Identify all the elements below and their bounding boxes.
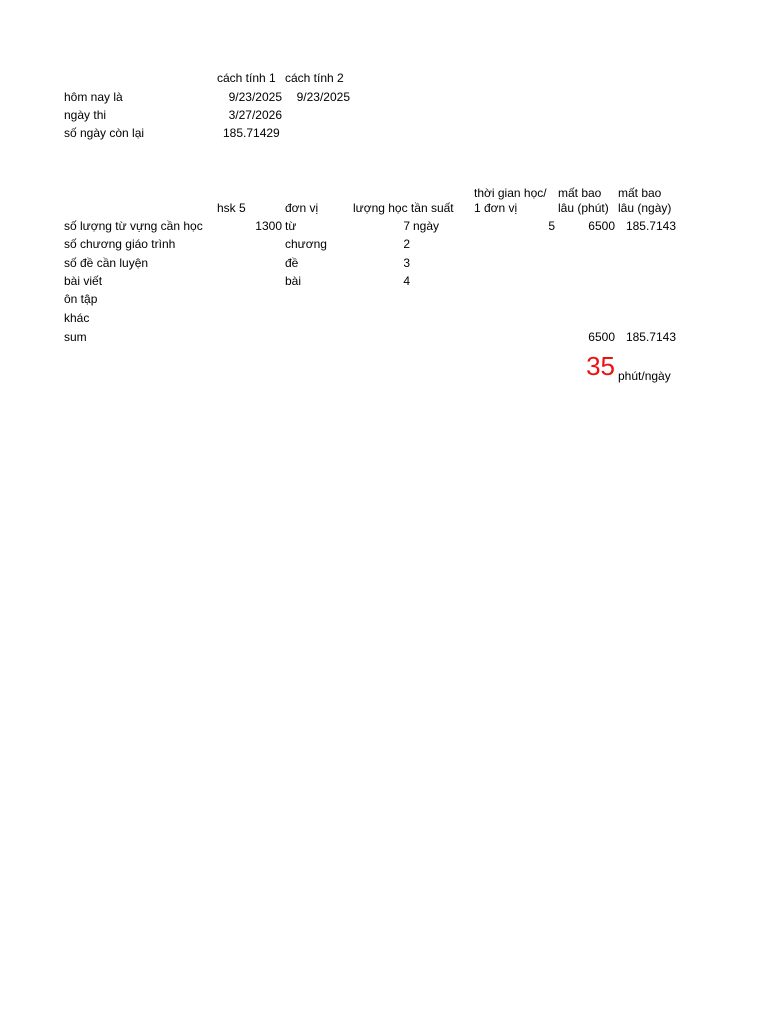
label-days-remaining: số ngày còn lại — [64, 126, 145, 140]
exam-date-method-1: 3/27/2026 — [228, 108, 282, 122]
header-minutes-line2: lâu (phút) — [558, 201, 609, 215]
row-amount: 3 — [403, 256, 410, 270]
row-label: số lượng từ vựng cần học — [64, 219, 203, 233]
row-minutes: 6500 — [588, 219, 615, 233]
minutes-per-day-value: 35 — [586, 351, 615, 381]
row-label: bài viết — [64, 274, 103, 288]
header-hsk: hsk 5 — [217, 201, 246, 215]
row-label: ôn tập — [64, 292, 98, 306]
sum-label: sum — [64, 330, 87, 344]
row-days: 185.7143 — [625, 219, 676, 233]
today-method-1: 9/23/2025 — [228, 90, 282, 104]
header-days-line1: mất bao — [618, 186, 662, 200]
row-label: số đề cần luyện — [64, 256, 149, 270]
label-today: hôm nay là — [64, 90, 123, 104]
row-hsk-value: 1300 — [255, 219, 282, 233]
row-frequency: ngày — [413, 219, 440, 233]
days-remaining-method-1: 185.71429 — [223, 126, 280, 140]
row-time-per-unit: 5 — [548, 219, 555, 233]
header-method-2: cách tính 2 — [285, 71, 344, 85]
row-unit: đề — [285, 256, 299, 270]
header-unit: đơn vị — [285, 201, 319, 215]
label-exam-date: ngày thi — [64, 108, 107, 122]
sum-minutes: 6500 — [588, 330, 615, 344]
minutes-per-day-unit: phút/ngày — [618, 369, 671, 383]
row-amount: 7 — [403, 219, 410, 233]
header-time-line2: 1 đơn vị — [474, 201, 518, 215]
header-frequency: lượng học tần suất — [353, 201, 454, 215]
row-label: khác — [64, 311, 90, 325]
row-unit: chương — [285, 237, 327, 251]
header-method-1: cách tính 1 — [217, 71, 276, 85]
row-amount: 2 — [403, 237, 410, 251]
row-amount: 4 — [403, 274, 410, 288]
header-minutes-line1: mất bao — [558, 186, 602, 200]
sum-days: 185.7143 — [625, 330, 676, 344]
header-time-line1: thời gian học/ — [474, 186, 547, 200]
row-label: số chương giáo trình — [64, 237, 176, 251]
row-unit: từ — [285, 219, 297, 233]
row-unit: bài — [285, 274, 302, 288]
today-method-2: 9/23/2025 — [296, 90, 350, 104]
header-days-line2: lâu (ngày) — [618, 201, 672, 215]
